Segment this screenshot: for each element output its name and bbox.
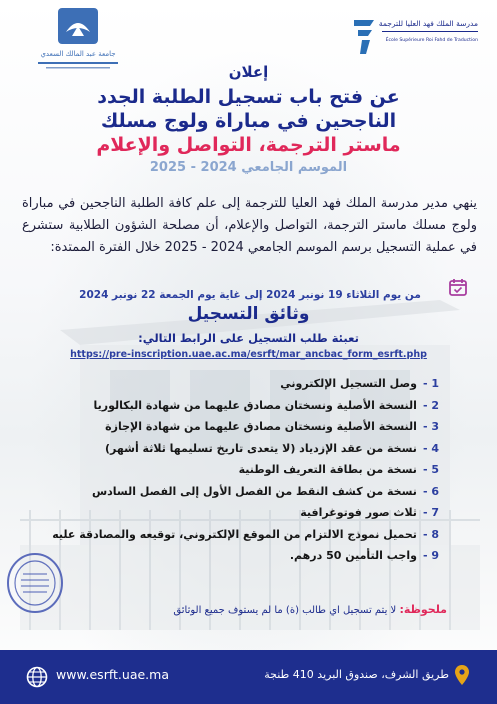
item-number: 3 - <box>422 420 439 434</box>
title-program: ماستر الترجمة، التواصل والإعلام <box>96 134 401 156</box>
list-item <box>39 545 439 567</box>
right-logo-text: مدرسة الملك فهد العليا للترجمة <box>378 19 478 28</box>
documents-heading: وثائق التسجيل <box>187 304 310 324</box>
note-label: ملحوظة: <box>399 603 447 616</box>
note-text: لا يتم تسجيل اي طالب (ة) ما لم يستوف جميع الوثائق <box>173 605 400 616</box>
list-item <box>39 459 439 481</box>
list-item <box>39 481 439 503</box>
preinscription-link[interactable]: https://pre-inscription.uae.ac.ma/esrft/mar_ancbac_form_esrft.php <box>70 349 427 360</box>
list-item <box>39 524 439 546</box>
intro-paragraph: ينهي مدير مدرسة الملك فهد العليا للترجمة إلى علم كافة الطلبة الناجحين في مباراة ولوج مسلك ماستر الترجمة، التواصل والإعلام، أن مصلحة الشؤون الطلابية ستشرع في عملية التسجيل برسم الموسم الجامعي 2024 - 2025 خلال الفترة الممتدة: <box>22 196 477 255</box>
item-number: 5 - <box>422 463 439 477</box>
list-item <box>39 416 439 438</box>
left-logo-text: جامعة عبد المالك السعدي <box>40 50 116 58</box>
official-stamp <box>6 552 64 614</box>
item-number: 8 - <box>422 527 439 541</box>
item-number: 1 - <box>422 377 439 391</box>
note <box>173 603 447 616</box>
item-text: النسخة الأصلية ونسختان مصادق عليهما من شهادة البكالوريا <box>93 398 417 412</box>
registration-period: من يوم الثلاثاء 19 نونبر 2024 إلى غاية يوم الجمعة 22 نونبر 2024 <box>79 288 421 301</box>
school-logo <box>352 14 480 64</box>
fill-instruction: تعبئة طلب التسجيل على الرابط التالي: <box>138 331 359 345</box>
list-item <box>39 502 439 524</box>
title-line-1: عن فتح باب تسجيل الطلبة الجدد <box>97 86 400 108</box>
item-number: 4 - <box>422 441 439 455</box>
globe-icon <box>26 666 48 688</box>
item-text: نسخة من بطاقة التعريف الوطنية <box>238 463 417 477</box>
item-number: 2 - <box>422 398 439 412</box>
location-pin-icon <box>455 665 469 685</box>
list-item <box>39 438 439 460</box>
item-text: ثلاث صور فوتوغرافية <box>300 506 417 520</box>
website-link[interactable]: www.esrft.uae.ma <box>56 667 169 682</box>
list-item <box>39 373 439 395</box>
item-text: واجب التأمين 50 درهم. <box>289 549 417 563</box>
item-number: 9 - <box>422 549 439 563</box>
item-text: نسخة من كشف النقط من الفصل الأول إلى الفصل السادس <box>91 484 417 498</box>
item-number: 6 - <box>422 484 439 498</box>
academic-season: الموسم الجامعي 2024 - 2025 <box>149 160 348 175</box>
footer-bar <box>0 650 497 704</box>
documents-list <box>39 373 439 567</box>
right-logo-subtitle: École Supérieure Roi Fahd de Traduction <box>385 38 478 43</box>
item-number: 7 - <box>422 506 439 520</box>
announcement-label: إعلان <box>228 63 269 81</box>
item-text: تحميل نموذج الالتزام من الموقع الإلكتروني، توقيعه والمصادقة عليه <box>52 527 417 541</box>
item-text: وصل التسجيل الإلكتروني <box>280 377 417 391</box>
list-item <box>39 395 439 417</box>
postal-address: طريق الشرف، صندوق البريد 410 طنجة <box>264 668 449 681</box>
item-text: النسخة الأصلية ونسختان مصادق عليهما من شهادة الإجازة <box>105 420 417 434</box>
title-line-2: الناجحين في مباراة ولوج مسلك <box>100 110 397 132</box>
item-text: نسخة من عقد الإزدياد (لا يتعدى تاريخ تسليمها ثلاثة أشهر) <box>105 441 417 455</box>
